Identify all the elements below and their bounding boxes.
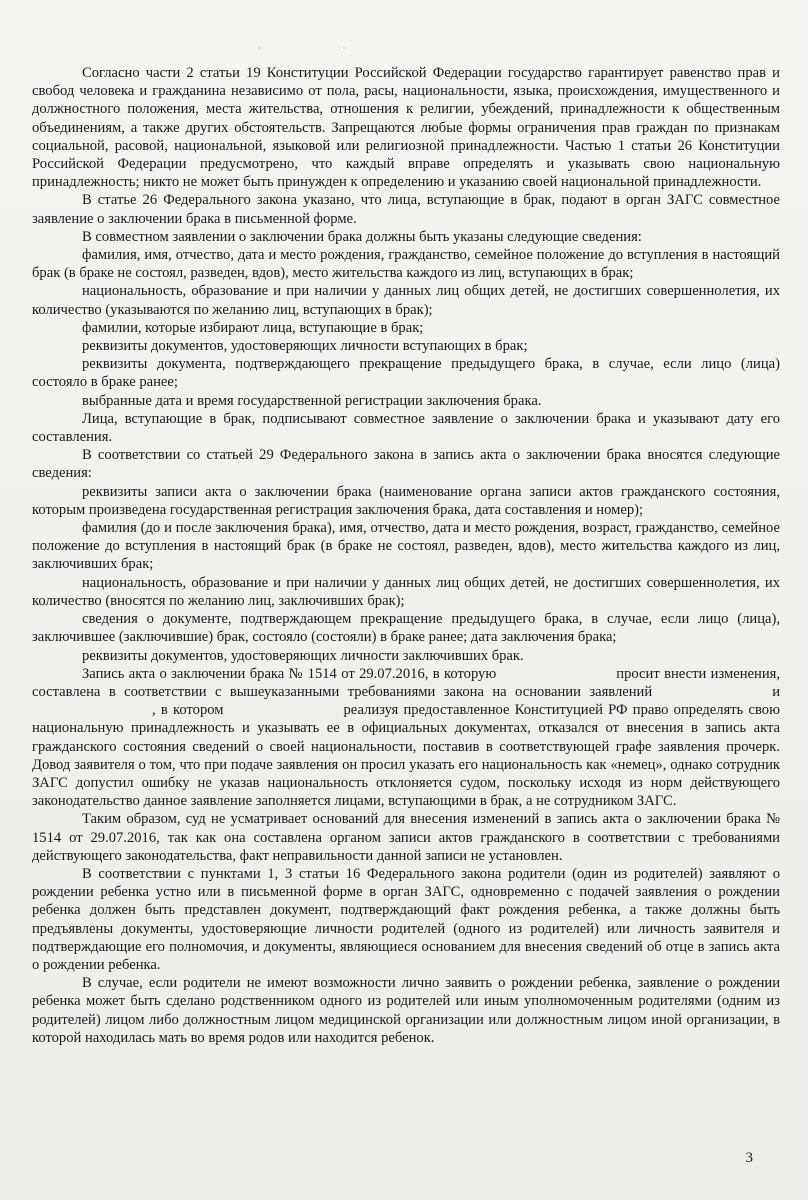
list-item: фамилия, имя, отчество, дата и место рождения, гражданство, семейное положение до вступления в настоящий брак (в браке не состоял, разведен, вдов), место жительства каждого из лиц, вступающих в брак; xyxy=(32,247,780,282)
paragraph-article-26: В статье 26 Федерального закона указано, что лица, вступающие в брак, подают в орган ЗАГС совместное заявление о заключении брака в письменной форме. xyxy=(32,192,780,227)
list-item: фамилии, которые избирают лица, вступающие в брак; xyxy=(82,319,424,336)
list-item: фамилия (до и после заключения брака), имя, отчество, дата и место рождения, возраст, гражданство, семейное положение до вступления в настоящий брак (в браке не состоял, разведен, вдов), место жительства каждого из лиц, заключивших брак; xyxy=(32,520,780,573)
list-item: реквизиты документов, удостоверяющих личности вступающих в брак; xyxy=(82,338,528,355)
page-number: 3 xyxy=(745,1150,753,1166)
record-text-2: просит внести изменения, составлена в соответствии с вышеуказанными требованиями закона на основании заявлений xyxy=(32,665,780,700)
list-item: реквизиты документов, удостоверяющих личности заключивших брак. xyxy=(82,647,524,664)
list-item: национальность, образование и при наличии у данных лиц общих детей, не достигших совершеннолетия, их количество (указываются по желанию лиц, вступающих в брак); xyxy=(32,283,780,318)
paragraph-signing: Лица, вступающие в брак, подписывают совместное заявление о заключении брака и указывают дату его составления. xyxy=(32,410,780,446)
record-text-1: Запись акта о заключении брака № 1514 от 29.07.2016, в которую xyxy=(82,665,497,682)
list-item: реквизиты записи акта о заключении брака (наименование органа записи актов гражданского состояния, которым произведена государственная регистрация заключения брака, дата составления и номер); xyxy=(32,483,780,518)
list-item: национальность, образование и при наличии у данных лиц общих детей, не достигших совершеннолетия, их количество (вносятся по желанию лиц, заключивших брак); xyxy=(32,574,780,609)
list-item: сведения о документе, подтверждающем прекращение предыдущего брака, в случае, если лицо (лица), заключившее (заключившие) брак, состояло (состояли) в браке ранее; дата заключения брака; xyxy=(32,611,780,646)
paragraph-constitution: Согласно части 2 статьи 19 Конституции Российской Федерации государство гарантирует равенство прав и свобод человека и гражданина независимо от пола, расы, национальности, языка, происхождения, имущественного и должностного положения, места жительства, отношения к религии, убеждений, принадлежности к общественным объединениям, а также других обстоятельств. Запрещаются любые формы ограничения прав граждан по признакам социальной, расовой, национальной, языковой или религиозной принадлежности. Частью 1 статьи 26 Конституции Российской Федерации предусмотрено, что каждый вправе определять и указывать свою национальную принадлежность; никто не может быть принужден к определению и указанию своей национальной принадлежности. xyxy=(32,65,780,191)
document-body xyxy=(32,64,780,1047)
paragraph-record-1514 xyxy=(32,665,780,811)
list-item: выбранные дата и время государственной регистрации заключения брака. xyxy=(82,392,542,409)
paragraph-conclusion: Таким образом, суд не усматривает оснований для внесения изменений в запись акта о заключении брака № 1514 от 29.07.2016, так как она составлена органом записи актов гражданского в соответствии с требованиями действующего законодательства, факт неправильности данной записи не установлен. xyxy=(32,811,780,864)
paragraph-article-16: В соответствии с пунктами 1, 3 статьи 16 Федерального закона родители (один из родителей) заявляют о рождении ребенка устно или в письменной форме в орган ЗАГС, одновременно с подачей заявления о рождении ребенка должен быть представлен документ, подтверждающий факт рождения ребенка, а также должны быть предъявлены документы, удостоверяющие личности родителей (одного из родителей) или личность заявителя и подтверждающие его полномочия, и документы, являющиеся основанием для внесения сведений об отце в запись акта о рождении ребенка. xyxy=(32,865,780,973)
record-text-5: реализуя предоставленное Конституцией РФ право определять свою национальную принадлежность и указывать ее в официальных документах, отказался от внесения в запись акта гражданского состояния сведений о своей национальности, поставив в соответствующей графе заявления прочерк. Довод заявителя о том, что при подаче заявления он просил указать его национальность как «немец», однако сотрудник ЗАГС допустил ошибку не указав национальность отклоняется судом, поскольку исходя из норм действующего законодательство данное заявление заполняется лицами, вступающими в брак, а не сотрудником ЗАГС. xyxy=(32,702,780,810)
paragraph-relatives: В случае, если родители не имеют возможности лично заявить о рождении ребенка, заявление о рождении ребенка может быть сделано родственником одного из родителей или иным уполномоченным родителями (одним из родителей) лицом либо должностным лицом медицинской организации или должностным лицом иной организации, в которой находилась мать во время родов или находится ребенок. xyxy=(32,975,780,1046)
paragraph-article-29: В соответствии со статьей 29 Федерального закона в запись акта о заключении брака вносятся следующие сведения: xyxy=(32,447,780,482)
record-text-3: и xyxy=(772,683,780,700)
list-item: реквизиты документа, подтверждающего прекращение предыдущего брака, в случае, если лицо (лица) состояло в браке ранее; xyxy=(32,356,780,391)
scan-specks: · · xyxy=(258,44,386,53)
paragraph-joint-application-intro: В совместном заявлении о заключении брака должны быть указаны следующие сведения: xyxy=(82,228,642,245)
record-text-4: , в котором xyxy=(152,702,224,719)
